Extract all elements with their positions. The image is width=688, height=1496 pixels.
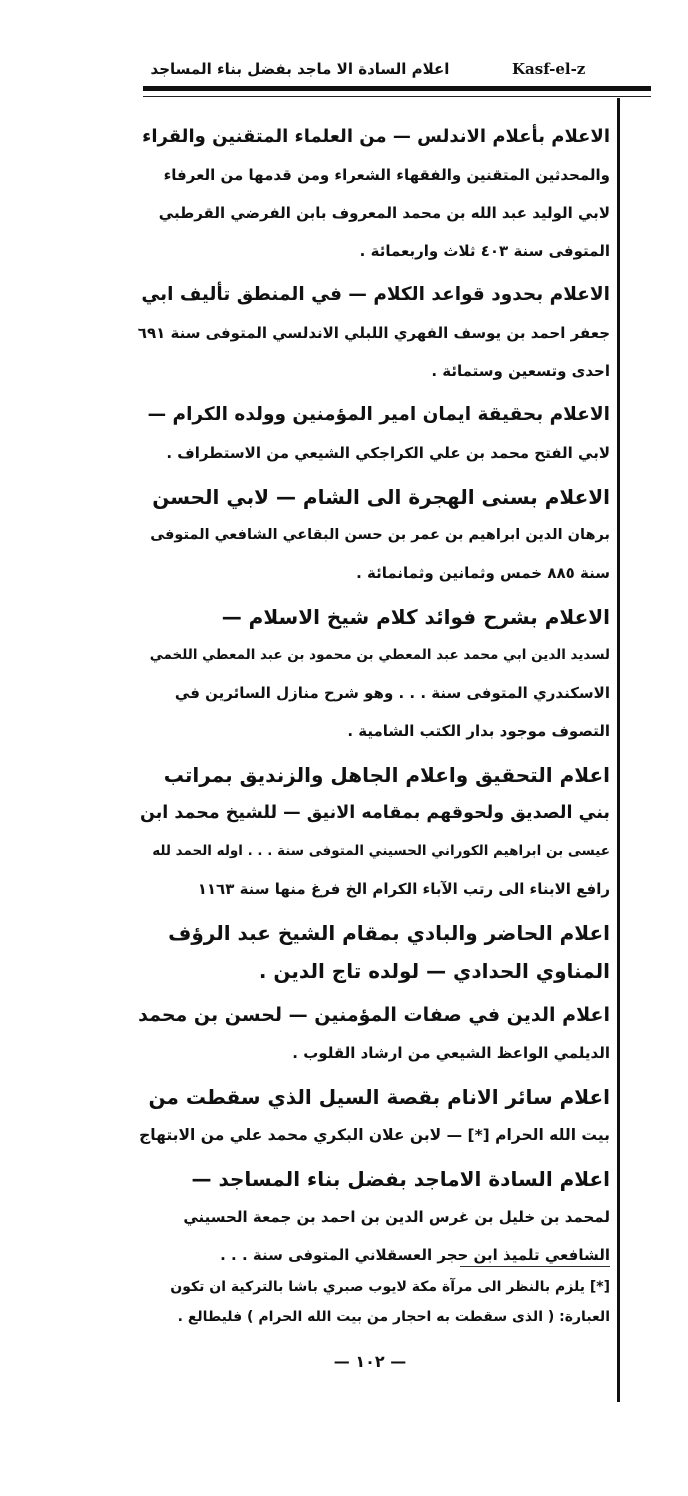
bibliography-entry [138,118,610,270]
page-number: — ١٠٢ — [333,1352,407,1371]
entry-title-line: الاعلام بأعلام الاندلس — من العلماء المتقنين والقراء [142,126,610,147]
entry-text-line: الاسكندري المتوفى سنة . . . وهو شرح منازل السائرين في [174,684,610,702]
bibliography-entry [138,276,610,390]
bibliography-entry [138,478,610,592]
entry-text-line: سنة ٨٨٥ خمس وثمانين وثمانمائة . [356,564,610,582]
entry-text-line: الديلمي الواعظ الشيعي من ارشاد القلوب . [292,1044,610,1062]
entry-title-line: الاعلام بشرح فوائد كلام شيخ الاسلام — [221,605,610,629]
footnote-rule [460,1266,610,1267]
bibliography-entry [138,914,610,990]
bibliography-entry [138,598,610,750]
bibliography-entry [138,396,610,472]
footnote [138,1272,610,1332]
entry-text-line: المتوفى سنة ٤٠٣ ثلاث واربعمائة . [359,242,610,260]
bibliography-entry [138,756,610,908]
entry-text-line: المناوي الحدادي — لولده تاج الدين . [258,959,610,983]
entry-text-line: بني الصديق ولحوقهم بمقامه الانيق — للشيخ محمد ابن [139,803,610,823]
margin-rule [617,98,620,1402]
entry-text-line: رافع الابناء الى رتب الآباء الكرام الخ فرغ منها سنة ١١٦٣ [197,880,610,898]
entry-title-line: الاعلام بحدود قواعد الكلام — في المنطق تأليف ابي [141,284,610,305]
entry-title-line: الاعلام بحقيقة ايمان امير المؤمنين وولده الكرام — [147,404,610,425]
bibliography-entry [138,1160,610,1274]
entry-title-line: اعلام التحقيق واعلام الجاهل والزنديق بمراتب [163,763,610,787]
entry-text-line: برهان الدين ابراهيم بن عمر بن حسن البقاعي الشافعي المتوفى [150,527,610,543]
entry-text-line: لابي الوليد عبد الله بن محمد المعروف بابن الفرضي القرطبي [158,204,610,222]
header-rule-thin [143,96,651,97]
entry-text-line: احدى وتسعين وستمائة . [431,362,610,380]
entry-text-line: والمحدثين المتقنين والفقهاء الشعراء ومن قدمها من العرفاء [163,166,610,184]
running-header-title: اعلام السادة الا ماجد بفضل بناء المساجد [150,60,450,78]
entry-text-line: التصوف موجود بدار الكتب الشامية . [347,722,610,740]
entry-text-line: الشافعي تلميذ ابن حجر العسقلاني المتوفى سنة . . . [220,1246,610,1264]
footnote-line: العبارة: ( الذى سقطت به احجار من بيت الله الحرام ) فليطالع . [177,1309,610,1325]
entry-text-line: لابي الفتح محمد بن علي الكراجكي الشيعي من الاستطراف . [166,444,610,462]
entry-text-line: لمحمد بن خليل بن غرس الدين بن احمد بن جمعة الحسيني [183,1208,610,1226]
bibliography-entry [138,1078,610,1154]
entry-text-line: بيت الله الحرام [*] — لابن علان البكري محمد علي من الابتهاج [139,1126,610,1144]
entry-title-line: الاعلام بسنى الهجرة الى الشام — لابي الحسن [152,485,610,509]
running-header-left: Kasf-el-z [512,60,586,78]
entry-text-line: عيسى بن ابراهيم الكوراني الحسيني المتوفى سنة . . . اوله الحمد لله [152,843,610,859]
entry-text-line: لسديد الدين ابي محمد عبد المعطي بن محمود بن عبد المعطي اللخمي [149,647,610,663]
entry-title-line: اعلام سائر الانام بقصة السيل الذي سقطت من [148,1085,610,1109]
entry-title-line: اعلام الحاضر والبادي بمقام الشيخ عبد الرؤف [168,921,610,945]
header-rule-thick [143,86,651,91]
footnote-line: [*] يلزم بالنظر الى مرآة مكة لايوب صبري باشا بالتركية ان تكون [170,1279,610,1295]
bibliography-entry [138,996,610,1072]
entry-title-line: اعلام السادة الاماجد بفضل بناء المساجد — [191,1167,610,1191]
entries-list [138,118,610,1280]
entry-text-line: جعفر احمد بن يوسف الفهري اللبلي الاندلسي المتوفى سنة ٦٩١ [138,324,610,342]
entry-title-line: اعلام الدين في صفات المؤمنين — لحسن بن محمد [138,1004,610,1026]
